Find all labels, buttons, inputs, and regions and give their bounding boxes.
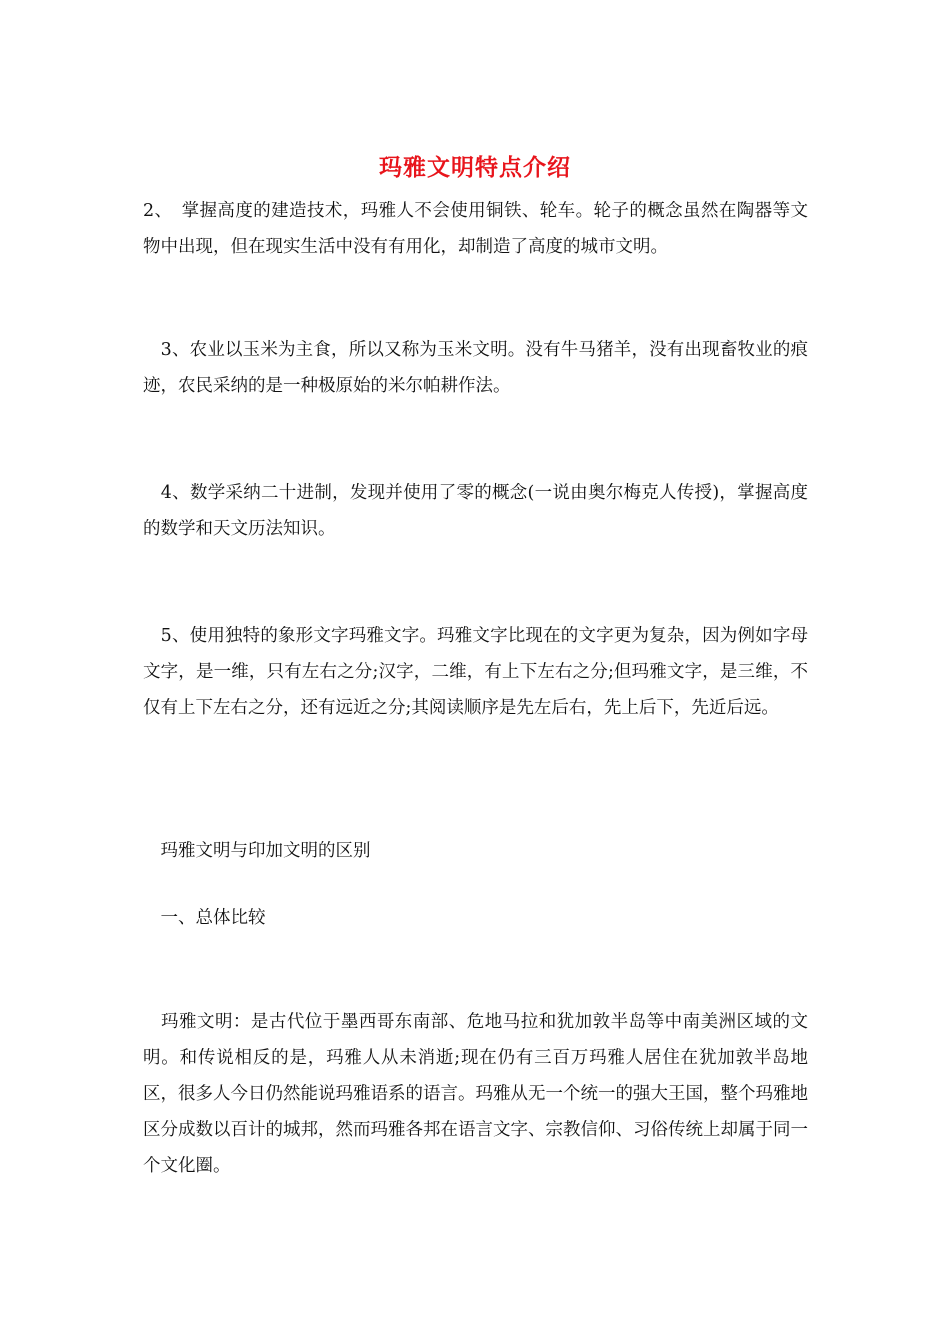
paragraph-writing-system: 5、使用独特的象形文字玛雅文字。玛雅文字比现在的文字更为复杂，因为例如字母文字，是一维，只有左右之分;汉字，二维，有上下左右之分;但玛雅文字，是三维，不仅有上下左右之分，还有远近之分;其阅读顺序是先左后右，先上后下，先近后远。 (143, 626, 808, 718)
section-heading: 玛雅文明与印加文明的区别 (143, 841, 371, 861)
paragraph-maya-overview: 玛雅文明：是古代位于墨西哥东南部、危地马拉和犹加敦半岛等中南美洲区域的文明。和传说相反的是，玛雅人从未消逝;现在仍有三百万玛雅人居住在犹加敦半岛地区，很多人今日仍然能说玛雅语系的语言。玛雅从无一个统一的强大王国，整个玛雅地区分成数以百计的城邦，然而玛雅各邦在语言文字、宗教信仰、习俗传统上却属于同一个文化圈。 (143, 1012, 808, 1176)
paragraph-agriculture: 3、农业以玉米为主食，所以又称为玉米文明。没有牛马猪羊，没有出现畜牧业的痕迹，农民采纳的是一种极原始的米尔帕耕作法。 (143, 340, 808, 396)
document-title: 玛雅文明特点介绍 (379, 154, 571, 181)
paragraph-building-technology: 2、 掌握高度的建造技术，玛雅人不会使用铜铁、轮车。轮子的概念虽然在陶器等文物中出现，但在现实生活中没有有用化，却制造了高度的城市文明。 (143, 201, 808, 257)
sub-heading: 一、总体比较 (143, 908, 266, 928)
paragraph-mathematics: 4、数学采纳二十进制，发现并使用了零的概念(一说由奥尔梅克人传授)，掌握高度的数学和天文历法知识。 (143, 483, 808, 539)
